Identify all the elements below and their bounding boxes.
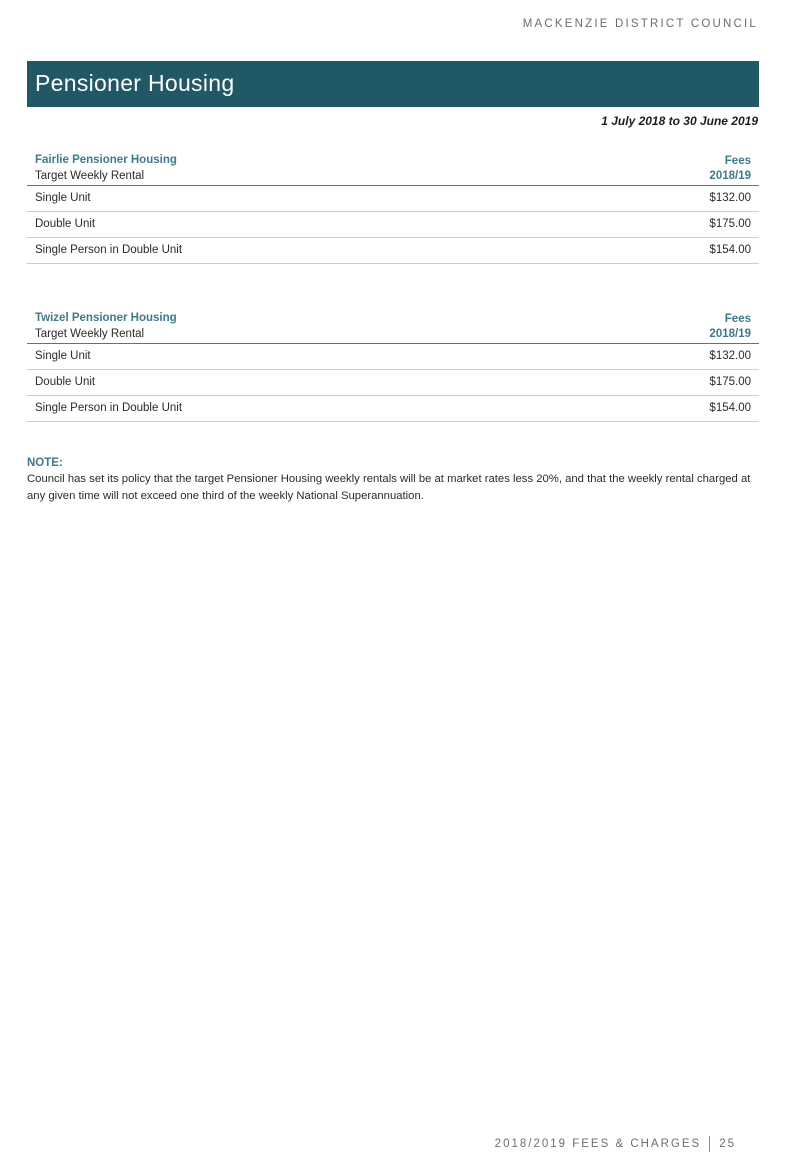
table-row: [27, 186, 759, 212]
note-heading: NOTE:: [27, 457, 63, 469]
twizel-fees-table: [27, 308, 759, 422]
fees-column-heading: [709, 154, 751, 184]
table-row: [27, 370, 759, 396]
row-fee: $132.00: [709, 350, 751, 362]
note-text: Council has set its policy that the target Pensioner Housing weekly rentals will be at market rates less 20%, and that the weekly rental charged at any given time will not exceed one third of the weekly National Superannuation.: [27, 473, 751, 502]
fees-heading-line-1: Fees: [724, 313, 751, 325]
row-fee: $154.00: [709, 244, 751, 256]
page-footer: [495, 1136, 736, 1152]
table-row: [27, 212, 759, 238]
table-row: [27, 238, 759, 264]
section-subtitle: Target Weekly Rental: [35, 328, 145, 340]
page-number: 25: [719, 1138, 736, 1150]
period-label: 1 July 2018 to 30 June 2019: [601, 114, 758, 128]
footer-divider: [709, 1136, 710, 1152]
section-title: Fairlie Pensioner Housing: [35, 154, 177, 166]
row-label: Double Unit: [35, 218, 96, 230]
section-title: Twizel Pensioner Housing: [35, 312, 177, 324]
row-label: Single Person in Double Unit: [35, 402, 183, 414]
council-name: MACKENZIE DISTRICT COUNCIL: [522, 18, 758, 30]
fees-heading-line-2: 2018/19: [709, 170, 751, 182]
row-fee: $132.00: [709, 192, 751, 204]
title-bar: [27, 61, 759, 107]
section-subtitle: Target Weekly Rental: [35, 170, 145, 182]
footer-label: 2018/2019 FEES & CHARGES: [494, 1138, 702, 1150]
row-label: Single Person in Double Unit: [35, 244, 183, 256]
page-title: Pensioner Housing: [35, 70, 235, 96]
fees-heading-line-2: 2018/19: [709, 328, 751, 340]
fairlie-fees-table: [27, 150, 759, 264]
table-row: [27, 396, 759, 422]
row-label: Single Unit: [35, 192, 91, 204]
policy-note: [27, 457, 761, 505]
table-header: [27, 308, 759, 344]
row-label: Double Unit: [35, 376, 96, 388]
table-header: [27, 150, 759, 186]
row-fee: $175.00: [709, 218, 751, 230]
fees-column-heading: [709, 312, 751, 342]
table-row: [27, 344, 759, 370]
fees-heading-line-1: Fees: [724, 155, 751, 167]
row-label: Single Unit: [35, 350, 91, 362]
row-fee: $154.00: [709, 402, 751, 414]
row-fee: $175.00: [709, 376, 751, 388]
